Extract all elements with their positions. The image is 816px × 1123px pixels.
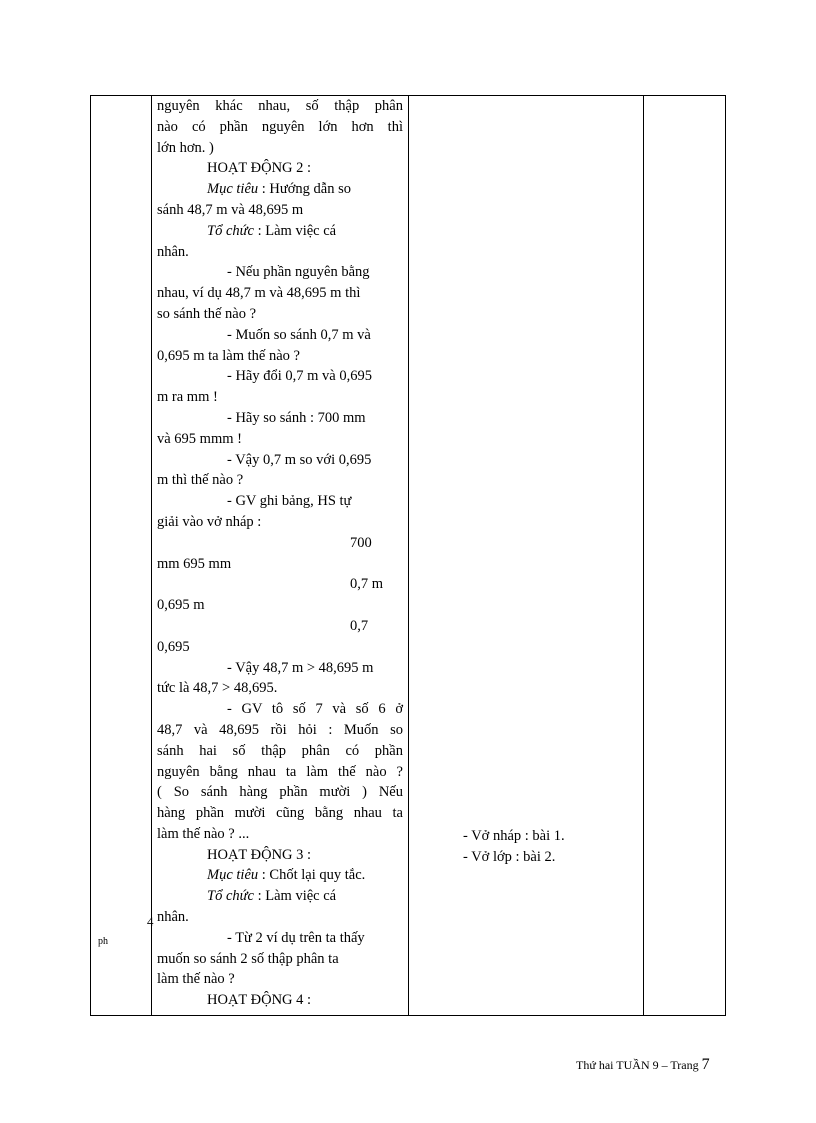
content-line: nhau, ví dụ 48,7 m và 48,695 m thì (157, 285, 361, 302)
content-line (157, 221, 403, 242)
content-line: - Từ 2 ví dụ trên ta thấy (227, 929, 365, 946)
content-line: m thì thế nào ? (157, 472, 244, 489)
objective-label: Mục tiêu (207, 181, 259, 198)
content-line: 700 (350, 534, 372, 551)
activity-content (157, 96, 403, 1011)
content-line: ( So sánh hàng phần mười ) Nếu (157, 784, 403, 801)
page-number: 7 (701, 1056, 710, 1073)
content-line: - GV ghi bảng, HS tự (227, 493, 352, 510)
activity-heading: HOẠT ĐỘNG 4 : (207, 992, 312, 1009)
content-line: mm 695 mm (157, 555, 232, 572)
activity-heading: HOẠT ĐỘNG 2 : (207, 160, 312, 177)
organization-text: : Làm việc cá (253, 888, 337, 905)
content-line: m ra mm ! (157, 389, 218, 406)
activity-heading: HOẠT ĐỘNG 3 : (207, 846, 312, 863)
column-divider (408, 96, 409, 1015)
content-line: hàng phần mười cũng bằng nhau ta (157, 805, 403, 822)
content-line: lớn hơn. ) (157, 139, 214, 156)
content-line: 0,695 (157, 638, 190, 655)
time-label: ph (98, 936, 108, 947)
content-line: nào có phần nguyên lớn hơn thì (157, 118, 403, 135)
content-line: nguyên bằng nhau ta làm thế nào ? (157, 763, 403, 780)
page-footer (576, 1056, 710, 1074)
content-line (157, 865, 403, 886)
column-divider (151, 96, 152, 1015)
content-line: - Nếu phần nguyên bằng (227, 264, 370, 281)
content-line (157, 179, 403, 200)
objective-label: Mục tiêu (207, 867, 259, 884)
content-line: sánh 48,7 m và 48,695 m (157, 201, 304, 218)
content-line: làm thế nào ? (157, 971, 235, 988)
content-line: 0,695 m (157, 597, 205, 614)
lesson-table (90, 95, 726, 1016)
objective-text: : Chốt lại quy tắc. (258, 867, 366, 884)
homework-item: - Vở lớp : bài 2. (463, 848, 556, 865)
content-line: so sánh thế nào ? (157, 305, 257, 322)
footer-text: Thứ hai TUẦN 9 – Trang (576, 1058, 702, 1072)
content-line: sánh hai số thập phân có phần (157, 742, 403, 759)
content-line: nguyên khác nhau, số thập phân (157, 98, 403, 114)
content-line: - Vậy 0,7 m so với 0,695 (227, 451, 372, 468)
content-line: - Hãy đổi 0,7 m và 0,695 (227, 368, 372, 385)
content-line: - Muốn so sánh 0,7 m và (227, 326, 371, 343)
column-divider (643, 96, 644, 1015)
content-line: làm thế nào ? ... (157, 825, 250, 842)
homework-list (463, 826, 565, 868)
content-line: - Vậy 48,7 m > 48,695 m (227, 659, 374, 676)
content-line: giải vào vở nháp : (157, 513, 262, 530)
homework-item: - Vở nháp : bài 1. (463, 828, 565, 844)
content-line: nhân. (157, 243, 189, 260)
content-line: 0,7 m (350, 576, 384, 593)
content-line: muốn so sánh 2 số thập phân ta (157, 950, 339, 967)
content-line: và 695 mmm ! (157, 430, 242, 447)
organization-label: Tổ chức (207, 888, 254, 905)
content-line: 48,7 và 48,695 rồi hỏi : Muốn so (157, 721, 403, 738)
content-line: 0,7 (350, 617, 369, 634)
content-line (157, 886, 403, 907)
content-line: - Hãy so sánh : 700 mm (227, 409, 366, 426)
organization-label: Tổ chức (207, 222, 254, 239)
content-line: - GV tô số 7 và số 6 ở (227, 701, 403, 718)
content-line: nhân. (157, 909, 189, 926)
content-line: 0,695 m ta làm thế nào ? (157, 347, 300, 364)
content-line: tức là 48,7 > 48,695. (157, 680, 278, 697)
time-number: 4 (147, 914, 154, 929)
organization-text: : Làm việc cá (253, 222, 337, 239)
objective-text: : Hướng dẫn so (258, 181, 351, 198)
